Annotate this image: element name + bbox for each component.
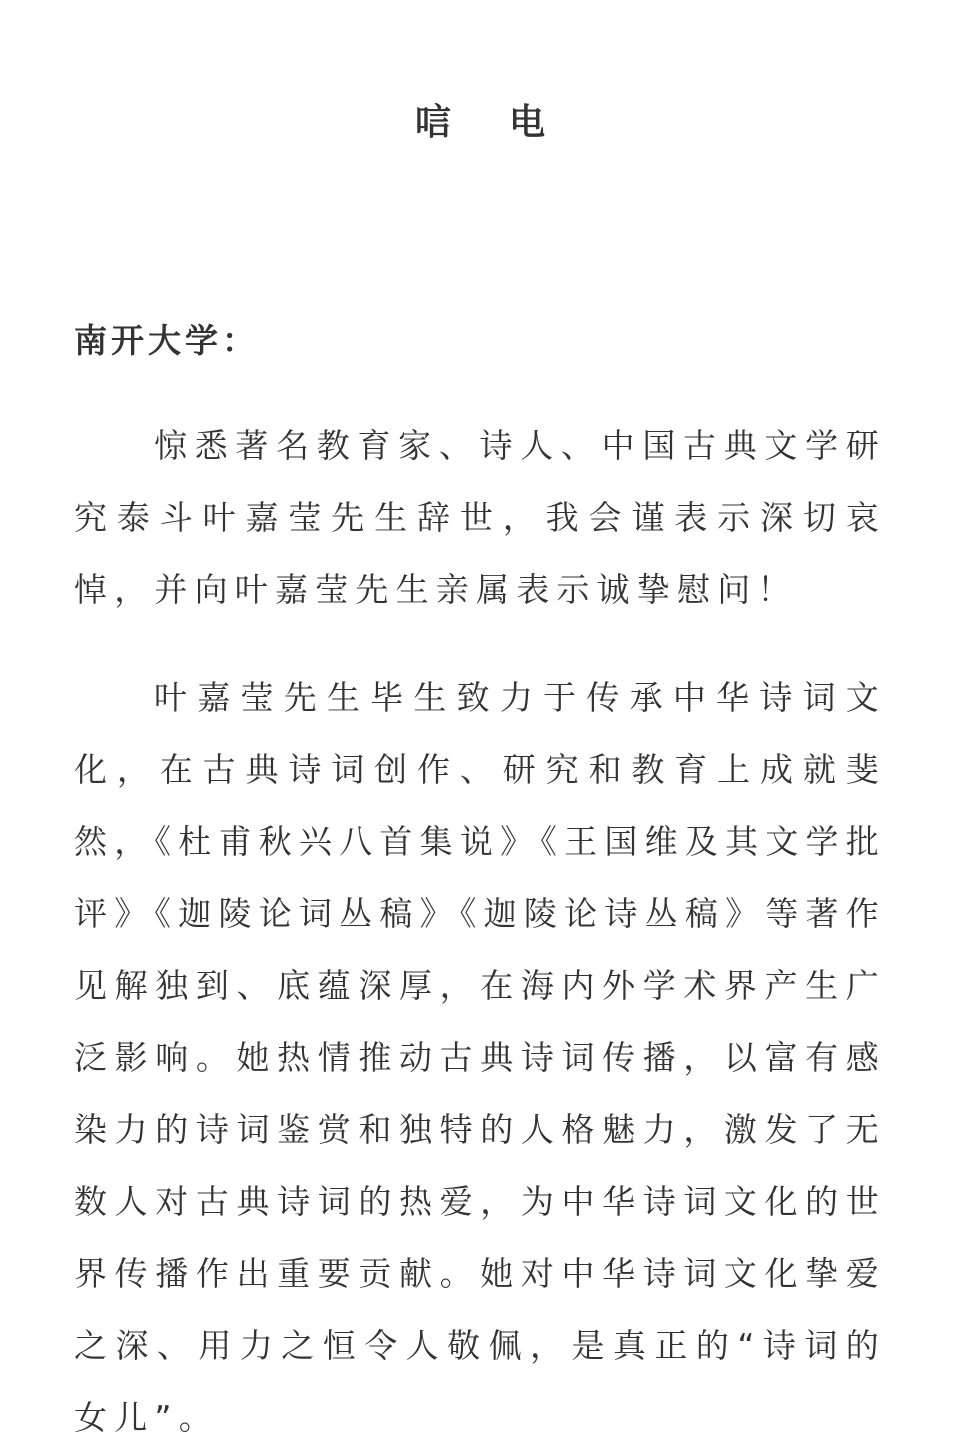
- paragraph-condolence: 惊悉著名教育家、诗人、中国古典文学研究泰斗叶嘉莹先生辞世，我会谨表示深切哀悼，并向叶嘉莹先生亲属表示诚挚慰问！: [74, 426, 886, 609]
- document-title: 唁电: [414, 102, 603, 143]
- paragraph-tribute: 叶嘉莹先生毕生致力于传承中华诗词文化，在古典诗词创作、研究和教育上成就斐然，《杜甫秋兴八首集说》《王国维及其文学批评》《迦陵论词丛稿》《迦陵论诗丛稿》等著作见解独到、底蕴深厚，在海内外学术界产生广泛影响。她热情推动古典诗词传播，以富有感染力的诗词鉴赏和独特的人格魅力，激发了无数人对古典诗词的热爱，为中华诗词文化的世界传播作出重要贡献。她对中华诗词文化挚爱之深、用力之恒令人敬佩，是真正的“诗词的女儿”。: [74, 678, 886, 1437]
- salutation-recipient: 南开大学：: [74, 321, 259, 360]
